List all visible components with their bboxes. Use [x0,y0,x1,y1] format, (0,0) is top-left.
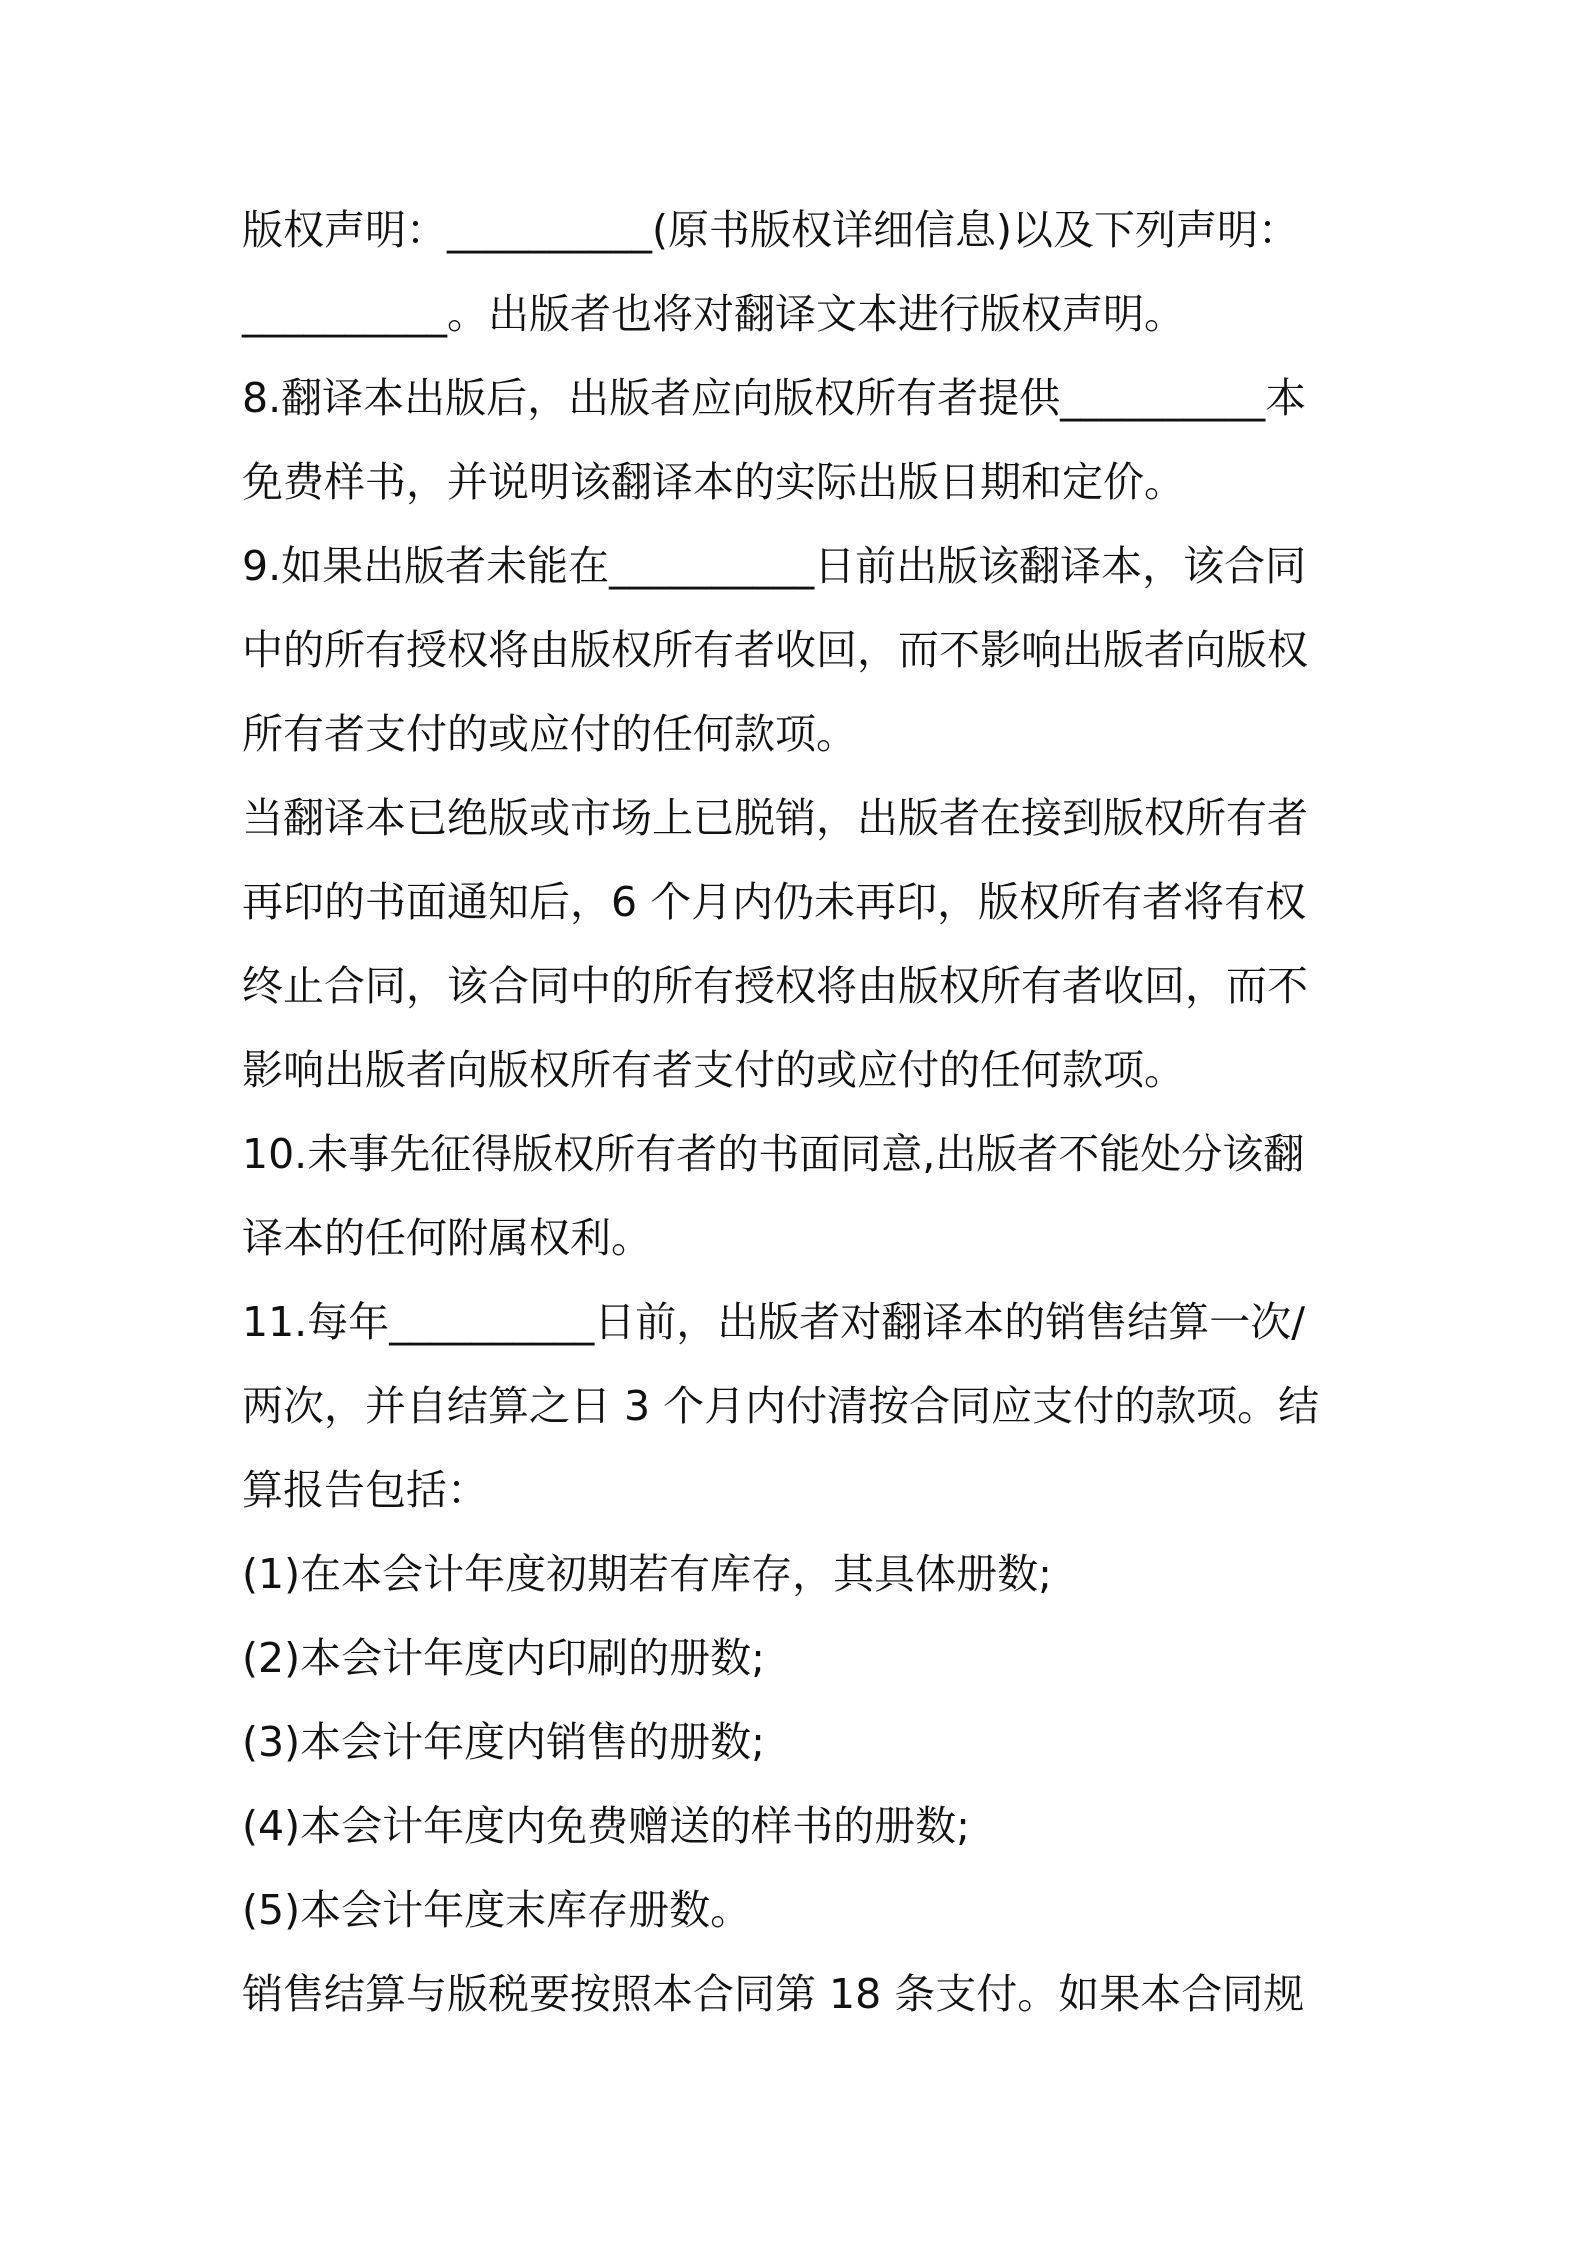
text-line: 所有者支付的或应付的任何款项。 [242,710,857,758]
text-line: 译本的任何附属权利。 [242,1214,652,1262]
text-line: 两次，并自结算之日 3 个月内付清按合同应支付的款项。结 [242,1382,1320,1430]
text-line: 中的所有授权将由版权所有者收回，而不影响出版者向版权 [242,626,1308,674]
text-line: (1)在本会计年度初期若有库存，其具体册数; [242,1550,1052,1598]
text-line: 10.未事先征得版权所有者的书面同意,出版者不能处分该翻 [242,1130,1305,1178]
text-line: (5)本会计年度末库存册数。 [242,1886,752,1934]
text-line: 销售结算与版税要按照本合同第 18 条支付。如果本合同规 [242,1970,1305,2018]
text-line: 8.翻译本出版后，出版者应向版权所有者提供__________本 [242,374,1307,422]
text-line: 9.如果出版者未能在__________日前出版该翻译本，该合同 [242,542,1307,590]
text-line: 再印的书面通知后，6 个月内仍未再印，版权所有者将有权 [242,878,1307,926]
text-line: 终止合同，该合同中的所有授权将由版权所有者收回，而不 [242,962,1308,1010]
text-line: 版权声明：__________(原书版权详细信息)以及下列声明： [242,206,1299,254]
text-line: (4)本会计年度内免费赠送的样书的册数; [242,1802,970,1850]
text-line: (2)本会计年度内印刷的册数; [242,1634,765,1682]
text-line: 算报告包括： [242,1466,488,1514]
text-line: (3)本会计年度内销售的册数; [242,1718,765,1766]
text-line: 当翻译本已绝版或市场上已脱销，出版者在接到版权所有者 [242,794,1308,842]
text-line: 影响出版者向版权所有者支付的或应付的任何款项。 [242,1046,1185,1094]
text-line: 11.每年__________日前，出版者对翻译本的销售结算一次/ [242,1298,1306,1346]
text-line: __________。出版者也将对翻译文本进行版权声明。 [242,290,1185,338]
text-line: 免费样书，并说明该翻译本的实际出版日期和定价。 [242,458,1185,506]
